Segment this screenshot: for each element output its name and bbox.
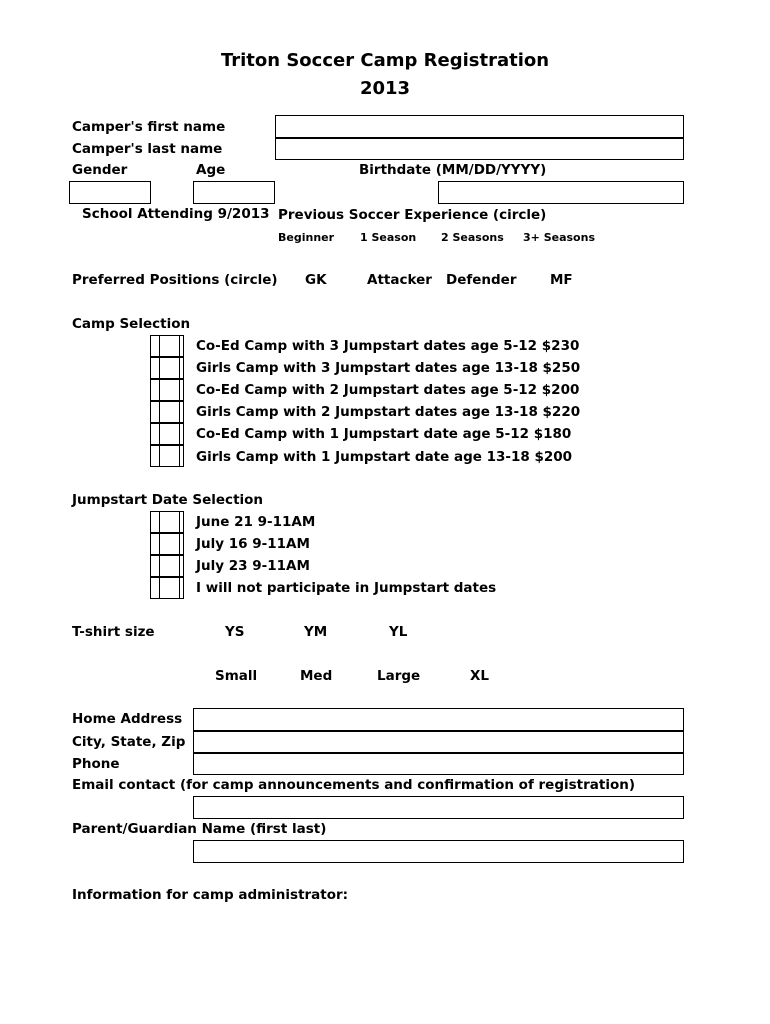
last-name-field[interactable] [275, 138, 684, 160]
age-label: Age [196, 162, 226, 178]
gender-field[interactable] [69, 181, 151, 204]
jumpstart-checkbox[interactable] [150, 511, 184, 533]
birthdate-field[interactable] [438, 181, 684, 204]
position-option[interactable]: Attacker [367, 272, 432, 288]
camp-checkbox[interactable] [150, 357, 184, 379]
camp-option: Co-Ed Camp with 2 Jumpstart dates age 5-12 $200 [196, 382, 580, 398]
camp-checkbox[interactable] [150, 401, 184, 423]
phone-field[interactable] [193, 753, 684, 775]
jumpstart-option: June 21 9-11AM [196, 514, 316, 530]
position-option[interactable]: MF [550, 272, 573, 288]
camp-selection-label: Camp Selection [72, 316, 191, 332]
address-label: Home Address [72, 711, 183, 727]
city-label: City, State, Zip [72, 734, 186, 750]
birthdate-label: Birthdate (MM/DD/YYYY) [359, 162, 547, 178]
last-name-label: Camper's last name [72, 141, 223, 157]
camp-checkbox[interactable] [150, 423, 184, 445]
jumpstart-option: I will not participate in Jumpstart dates [196, 580, 497, 596]
tshirt-youth-option[interactable]: YM [304, 624, 328, 640]
jumpstart-checkbox[interactable] [150, 533, 184, 555]
tshirt-adult-option[interactable]: Large [377, 668, 421, 684]
gender-label: Gender [72, 162, 128, 178]
first-name-label: Camper's first name [72, 119, 226, 135]
camp-checkbox[interactable] [150, 335, 184, 357]
positions-label: Preferred Positions (circle) [72, 272, 278, 288]
parent-name-field[interactable] [193, 840, 684, 863]
camp-option: Girls Camp with 1 Jumpstart date age 13-18 $200 [196, 449, 573, 465]
email-field[interactable] [193, 796, 684, 819]
parent-label: Parent/Guardian Name (first last) [72, 821, 327, 837]
tshirt-adult-option[interactable]: XL [470, 668, 490, 684]
experience-option[interactable]: 1 Season [360, 231, 417, 244]
city-state-zip-field[interactable] [193, 731, 684, 753]
admin-info-label: Information for camp administrator: [72, 887, 349, 903]
jumpstart-checkbox[interactable] [150, 555, 184, 577]
form-title: Triton Soccer Camp Registration [220, 50, 550, 71]
experience-option[interactable]: 2 Seasons [441, 231, 504, 244]
position-option[interactable]: Defender [446, 272, 517, 288]
address-field[interactable] [193, 708, 684, 731]
camp-option: Co-Ed Camp with 3 Jumpstart dates age 5-12 $230 [196, 338, 580, 354]
tshirt-youth-option[interactable]: YL [389, 624, 408, 640]
camp-checkbox[interactable] [150, 445, 184, 467]
first-name-field[interactable] [275, 115, 684, 138]
camp-option: Co-Ed Camp with 1 Jumpstart date age 5-12 $180 [196, 426, 572, 442]
experience-label: Previous Soccer Experience (circle) [278, 207, 547, 223]
tshirt-youth-option[interactable]: YS [225, 624, 245, 640]
jumpstart-checkbox[interactable] [150, 577, 184, 599]
position-option[interactable]: GK [305, 272, 327, 288]
jumpstart-option: July 16 9-11AM [196, 536, 310, 552]
camp-checkbox[interactable] [150, 379, 184, 401]
tshirt-label: T-shirt size [72, 624, 155, 640]
tshirt-adult-option[interactable]: Small [215, 668, 258, 684]
age-field[interactable] [193, 181, 275, 204]
jumpstart-label: Jumpstart Date Selection [72, 492, 264, 508]
tshirt-adult-option[interactable]: Med [300, 668, 333, 684]
camp-option: Girls Camp with 2 Jumpstart dates age 13-18 $220 [196, 404, 581, 420]
form-year: 2013 [359, 78, 411, 99]
jumpstart-option: July 23 9-11AM [196, 558, 310, 574]
experience-option[interactable]: Beginner [278, 231, 335, 244]
phone-label: Phone [72, 756, 120, 772]
camp-option: Girls Camp with 3 Jumpstart dates age 13-18 $250 [196, 360, 581, 376]
school-label: School Attending 9/2013 [82, 206, 270, 222]
email-label: Email contact (for camp announcements and confirmation of registration) [72, 777, 636, 793]
experience-option[interactable]: 3+ Seasons [523, 231, 595, 244]
